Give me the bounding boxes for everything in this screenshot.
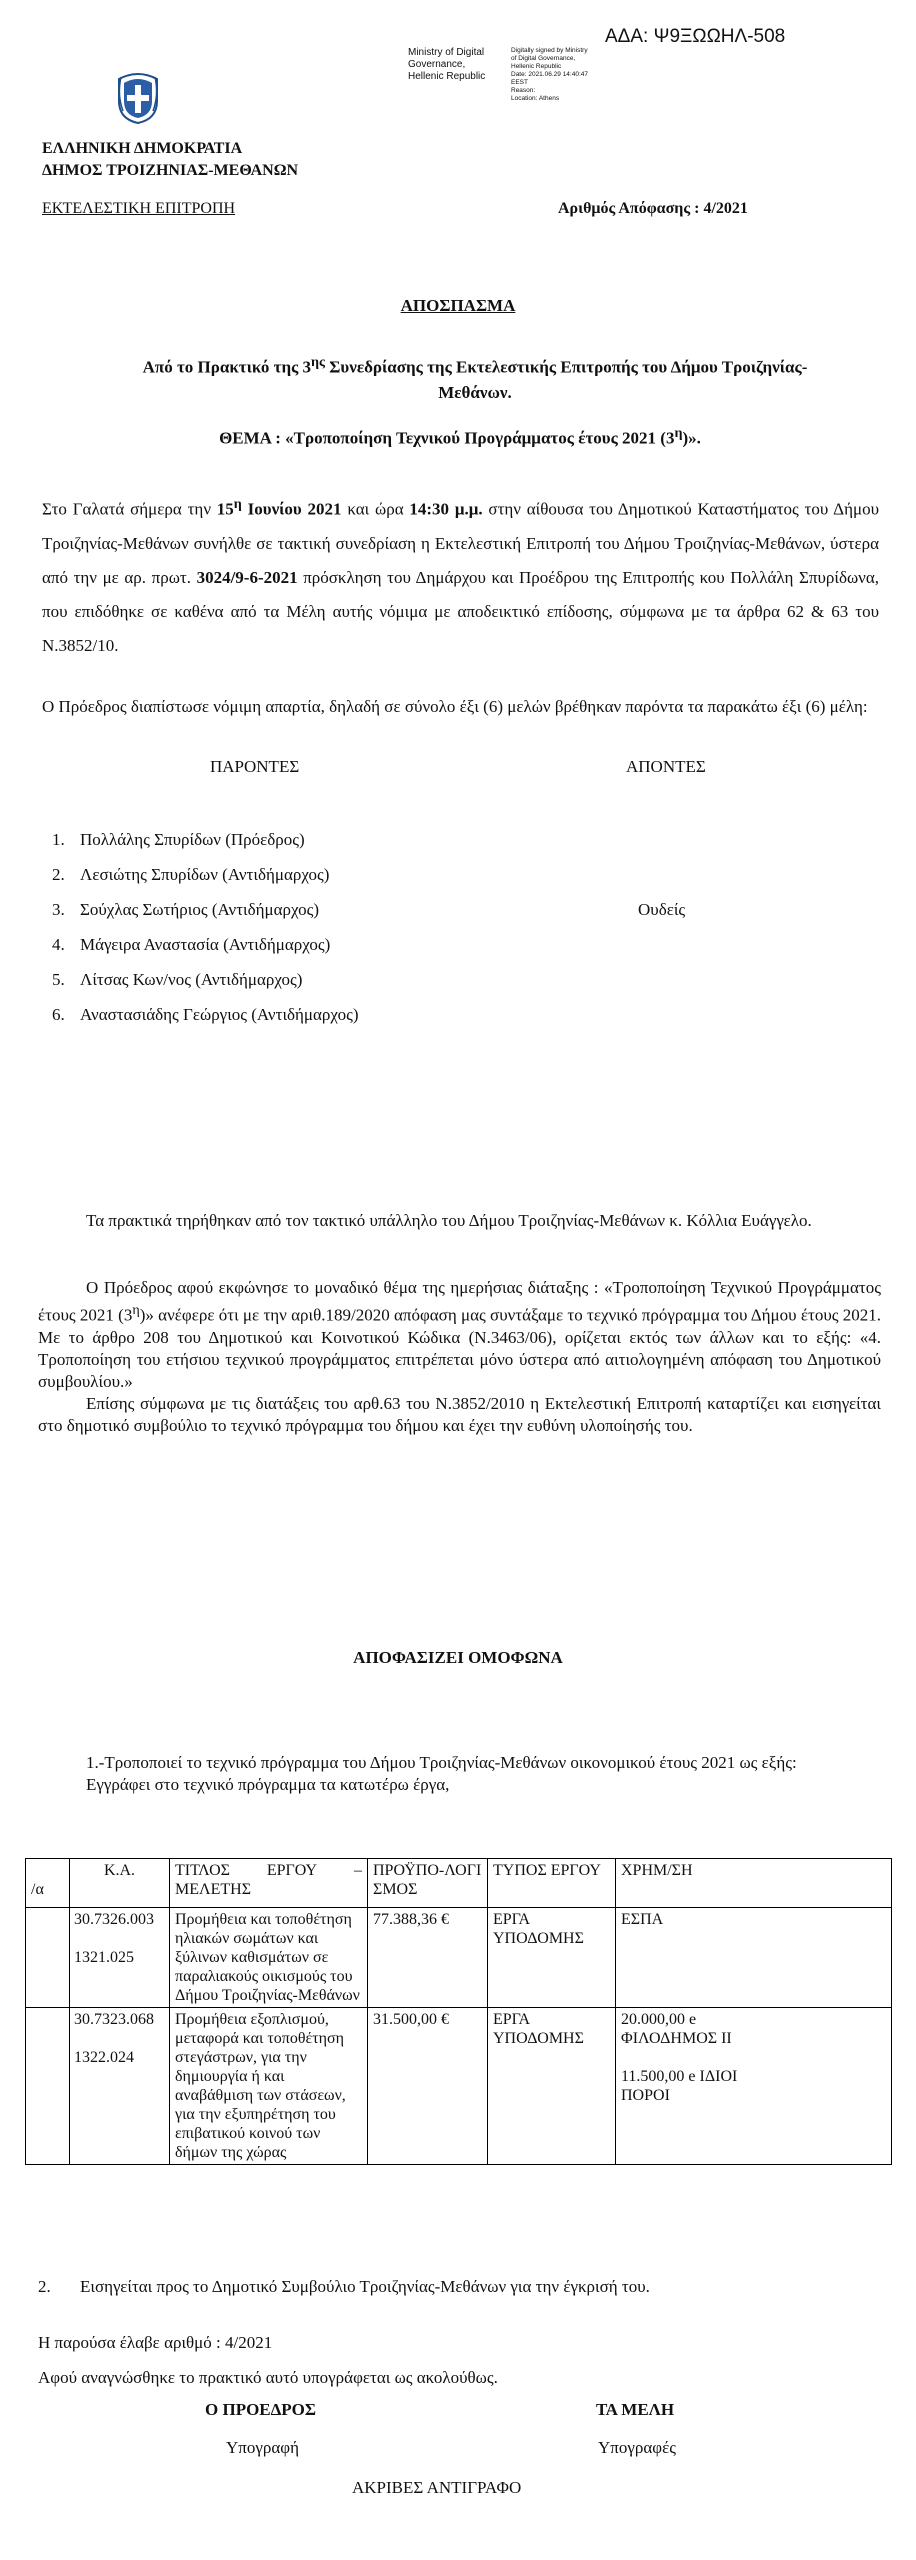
cell-funding-text: 11.500,00 e ΙΔΙΟΙ ΠΟΡΟΙ <box>621 2068 738 2104</box>
signature-detail: EEST <box>511 79 528 86</box>
header-block <box>42 138 298 182</box>
signature-detail: Reason: <box>511 87 536 94</box>
members-signatures: Υπογραφές <box>598 2438 676 2457</box>
cell-ka-code: 1321.025 <box>74 1949 134 1966</box>
president-label: Ο ΠΡΟΕΔΡΟΣ <box>205 2400 317 2419</box>
header-title-text: ΕΡΓΟΥ <box>266 1862 318 1879</box>
signature-detail: Date: 2021.06.29 14:40:47 <box>511 71 588 78</box>
minutes-keeper-text: Τα πρακτικά τηρήθηκαν από τον τακτικό υπάλληλο του Δήμου Τροιζηνίας-Μεθάνων κ. Κόλλια Ευάγγελο. <box>86 1211 812 1230</box>
meeting-text: πρόσκληση του Δημάρχου και Προέδρου της Επιτροπής κου Πολλάλη Σπυρίδωνα, που επιδόθηκε σε καθένα από τα Μέλη αυτής νόμιμα με αποδεικτικό επίδοσης, σύμφωνα με τα άρθρα 62 & 63 του Ν.3852/10. <box>42 567 879 655</box>
header-type: ΤΥΠΟΣ ΕΡΓΟΥ <box>488 1859 616 1908</box>
subject-text: ΘΕΜΑ : «Τροποποίηση Τεχνικού Προγράμματος έτους 2021 (3 <box>219 428 675 448</box>
minutes-reference <box>90 350 860 405</box>
subject-line <box>60 425 860 449</box>
cell-ka-code: 30.7323.068 <box>74 2011 154 2028</box>
cell-ka <box>70 1908 170 2008</box>
committee-name: ΕΚΤΕΛΕΣΤΙΚΗ ΕΠΙΤΡΟΠΗ <box>42 200 236 217</box>
table-row <box>26 2008 892 2165</box>
member-item <box>52 830 305 850</box>
item2 <box>38 2277 650 2297</box>
president-paragraph <box>38 1277 881 1437</box>
meeting-text: και ώρα <box>341 499 410 519</box>
president-text: Ο Πρόεδρος αφού εκφώνησε το μοναδικό θέμα της ημερήσιας διάταξης : «Τροποποίηση Τεχνικού Προγράμματος έτους 2021 (3 <box>38 1278 881 1325</box>
member-item <box>52 1005 358 1025</box>
minutes-text: Από το Πρακτικό της 3 <box>142 357 312 377</box>
ada-code: ΑΔΑ: Ψ9ΞΩΩΗΛ-508 <box>605 26 786 47</box>
table-header-row <box>26 1859 892 1908</box>
extract-title: ΑΠΟΣΠΑΣΜΑ <box>400 296 516 315</box>
item2-text: Εισηγείται προς το Δημοτικό Συμβούλιο Τροιζηνίας-Μεθάνων για την έγκρισή του. <box>80 2277 650 2296</box>
item1-paragraph <box>38 1752 881 1796</box>
cell-aa <box>26 2008 70 2165</box>
members-label: ΤΑ ΜΕΛΗ <box>596 2400 675 2419</box>
member-name: Λίτσας Κων/νος (Αντιδήμαρχος) <box>80 970 303 989</box>
number-line: Η παρούσα έλαβε αριθμό : 4/2021 <box>38 2333 273 2352</box>
header-title-text: ΤΙΤΛΟΣ <box>175 1862 230 1879</box>
cell-type: ΕΡΓΑ ΥΠΟΔΟΜΗΣ <box>488 1908 616 2008</box>
header-aa <box>26 1859 70 1908</box>
cell-funding <box>616 1908 892 2008</box>
subject-sup: η <box>674 425 683 441</box>
cell-funding <box>616 2008 892 2165</box>
president-signature: Υπογραφή <box>226 2438 299 2457</box>
member-name: Λεσιώτης Σπυρίδων (Αντιδήμαρχος) <box>80 865 330 884</box>
meeting-time: 14:30 μ.μ. <box>409 499 483 519</box>
cell-type: ΕΡΓΑ ΥΠΟΔΟΜΗΣ <box>488 2008 616 2165</box>
greek-emblem-icon <box>115 65 161 125</box>
signature-detail: Location: Athens <box>511 95 560 102</box>
member-number: 5. <box>52 970 65 989</box>
decision-number: Αριθμός Απόφασης : 4/2021 <box>558 200 748 217</box>
item1-text: 1.-Τροποποιεί το τεχνικό πρόγραμμα του Δήμου Τροιζηνίας-Μεθάνων οικονομικού έτους 2021 ως εξής: <box>86 1753 797 1772</box>
member-name: Πολλάλης Σπυρίδων (Πρόεδρος) <box>80 830 305 849</box>
header-ka: Κ.Α. <box>70 1859 170 1908</box>
cell-title: Προμήθεια και τοποθέτηση ηλιακών σωμάτων και ξύλινων καθισμάτων σε παραλιακούς οικισμούς του Δήμου Τροιζηνίας-Μεθάνων <box>170 1908 368 2008</box>
meeting-date-sup: η <box>233 496 242 512</box>
member-number: 3. <box>52 900 65 919</box>
member-item <box>52 900 319 920</box>
works-table <box>25 1858 892 2165</box>
table-row <box>26 1908 892 2008</box>
cell-budget: 77.388,36 € <box>368 1908 488 2008</box>
meeting-text: στην αίθουσα του Δημοτικού Καταστήματος του Δήμου Τροιζηνίας-Μεθάνων συνήλθε σε τακτική συνεδρίαση η Εκτελεστική Επιτροπή του Δήμου Τροιζηνίας-Μεθάνων, ύστερα από την με αρ. πρωτ. <box>42 499 879 587</box>
signature-line: Ministry of Digital <box>408 47 485 58</box>
member-number: 1. <box>52 830 65 849</box>
header-aa-text: /α <box>31 1881 44 1898</box>
read-line: Αφού αναγνώσθηκε το πρακτικό αυτό υπογράφεται ως ακολούθως. <box>38 2368 498 2387</box>
municipality-name: ΔΗΜΟΣ ΤΡΟΙΖΗΝΙΑΣ-ΜΕΘΑΝΩΝ <box>42 162 299 179</box>
meeting-text: Στο Γαλατά σήμερα την <box>42 499 217 519</box>
signature-detail: of Digital Governance, <box>511 55 576 62</box>
signature-detail: Hellenic Republic <box>511 63 562 70</box>
header-budget: ΠΡΟΫΠΟ-ΛΟΓΙΣΜΟΣ <box>368 1859 488 1908</box>
cell-ka-code: 1322.024 <box>74 2049 134 2066</box>
signature-detail: Digitally signed by Ministry <box>511 47 588 54</box>
header-title-text: – <box>353 1862 362 1879</box>
header-funding: ΧΡΗΜ/ΣΗ <box>616 1859 892 1908</box>
minutes-text: Συνεδρίασης της Εκτελεστικής Επιτροπής του Δήμου Τροιζηνίας- <box>325 357 808 377</box>
member-number: 6. <box>52 1005 65 1024</box>
protocol-number: 3024/9-6-2021 <box>196 567 298 587</box>
decision-heading: ΑΠΟΦΑΣΙΖΕΙ ΟΜΟΦΩΝΑ <box>353 1648 563 1667</box>
absent-heading: ΑΠΟΝΤΕΣ <box>626 757 706 776</box>
cell-ka <box>70 2008 170 2165</box>
quorum-paragraph <box>42 690 879 724</box>
minutes-keeper-paragraph <box>38 1210 881 1232</box>
member-item <box>52 865 329 885</box>
minutes-sup: ης <box>311 354 326 370</box>
meeting-date: Ιουνίου 2021 <box>241 499 342 519</box>
item1-subtext: Εγγράφει στο τεχνικό πρόγραμμα τα κατωτέρω έργα, <box>86 1775 450 1794</box>
header-title-text: ΜΕΛΕΤΗΣ <box>175 1881 252 1898</box>
quorum-text: Ο Πρόεδρος διαπίστωσε νόμιμη απαρτία, δηλαδή σε σύνολο έξι (6) μελών βρέθηκαν παρόντα τα παρακάτω έξι (6) μέλη: <box>42 697 868 716</box>
cell-funding-text: 20.000,00 e ΦΙΛΟΔΗΜΟΣ ΙΙ <box>621 2011 732 2047</box>
member-number: 4. <box>52 935 65 954</box>
absent-value: Ουδείς <box>638 900 686 919</box>
minutes-text: Μεθάνων. <box>438 382 512 402</box>
cell-funding-text: ΕΣΠΑ <box>621 1911 664 1928</box>
republic-name: ΕΛΛΗΝΙΚΗ ΔΗΜΟΚΡΑΤΙΑ <box>42 140 243 157</box>
cell-budget: 31.500,00 € <box>368 2008 488 2165</box>
president-sup: η <box>132 1302 140 1318</box>
meeting-paragraph <box>42 487 879 663</box>
cell-aa <box>26 1908 70 2008</box>
exact-copy: ΑΚΡΙΒΕΣ ΑΝΤΙΓΡΑΦΟ <box>352 2478 522 2497</box>
signature-line: Governance, <box>408 59 466 70</box>
president-text: )» ανέφερε ότι με την αριθ.189/2020 απόφαση μας συντάξαμε το τεχνικό πρόγραμμα του Δήμου έτους 2021. Με το άρθρο 208 του Δημοτικού και Κοινοτικού Κώδικα (Ν.3463/06), ορίζεται εκτός των άλλων και το εξής: «4. Τροποποίηση του ετήσιου τεχνικού προγράμματος επιτρέπεται μόνο ύστερα από αιτιολογημένη απόφαση του Δημοτικού συμβουλίου.» <box>38 1305 881 1391</box>
cell-ka-code: 30.7326.003 <box>74 1911 154 1928</box>
member-name: Μάγειρα Αναστασία (Αντιδήμαρχος) <box>80 935 331 954</box>
member-name: Σούχλας Σωτήριος (Αντιδήμαρχος) <box>80 900 320 919</box>
present-heading: ΠΑΡΟΝΤΕΣ <box>210 757 300 776</box>
member-item <box>52 935 330 955</box>
member-item <box>52 970 302 990</box>
member-number: 2. <box>52 865 65 884</box>
law-text: Επίσης σύμφωνα με τις διατάξεις του αρθ.63 του Ν.3852/2010 η Εκτελεστική Επιτροπή καταρτίζει και εισηγείται στο δημοτικό συμβούλιο το τεχνικό πρόγραμμα του δήμου και έχει την ευθύνη υλοποίησής του. <box>38 1393 881 1435</box>
meeting-date: 15 <box>216 499 234 519</box>
item2-number: 2. <box>38 2277 51 2296</box>
member-name: Αναστασιάδης Γεώργιος (Αντιδήμαρχος) <box>80 1005 359 1024</box>
subject-text: )». <box>682 428 701 448</box>
cell-title: Προμήθεια εξοπλισμού, μεταφορά και τοποθέτηση στεγάστρων, για την δημιουργία ή και αναβάθμιση των στάσεων, για την εξυπηρέτηση του επιβατικού κοινού των δήμων της χώρας <box>170 2008 368 2165</box>
signature-line: Hellenic Republic <box>408 71 486 82</box>
header-title <box>170 1859 368 1908</box>
